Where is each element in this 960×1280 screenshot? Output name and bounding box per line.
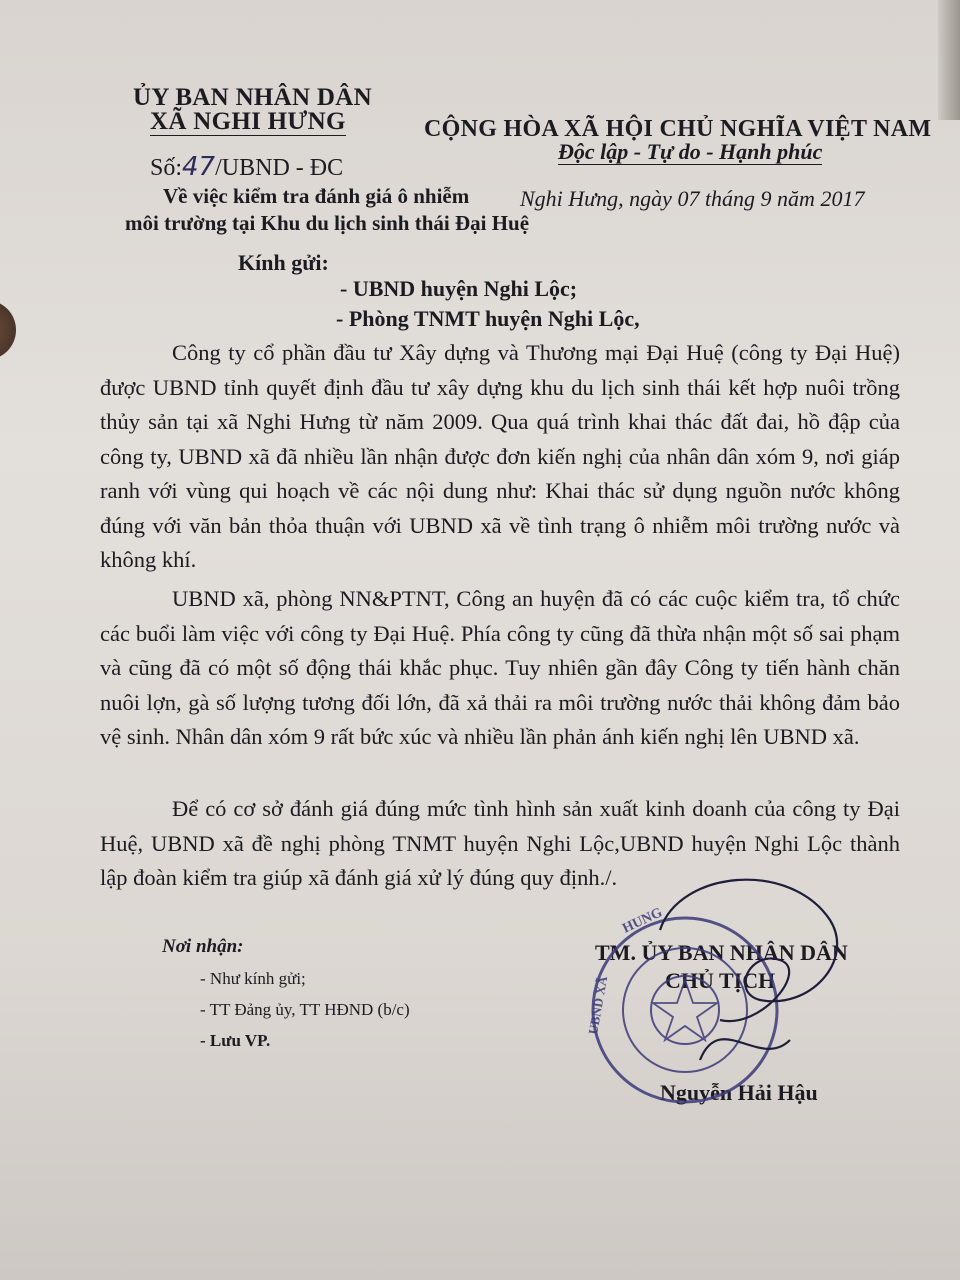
svg-text:HUNG: HUNG — [620, 905, 665, 937]
signature-org: TM. ỦY BAN NHÂN DÂN — [595, 940, 848, 965]
subject-line2: môi trường tại Khu du lịch sinh thái Đại Huệ — [125, 211, 530, 235]
signature-role: CHỦ TỊCH — [665, 968, 776, 993]
svg-text:UBND XÃ: UBND XÃ — [585, 974, 611, 1036]
addressee-1: - UBND huyện Nghi Lộc; — [340, 276, 578, 301]
signature-scribble — [640, 860, 860, 1100]
recipients-list — [200, 963, 410, 1056]
org-name-line2 — [150, 108, 346, 136]
recipient-item: - Như kính gửi; — [200, 969, 306, 988]
body-paragraph-1-text: Công ty cổ phần đầu tư Xây dựng và Thương mại Đại Huệ (công ty Đại Huệ) được UBND tỉnh quyết định đầu tư xây dựng khu du lịch sinh thái kết hợp nuôi trồng thủy sản tại xã Nghi Hưng từ năm 2009. Qua quá trình khai thác đất đai, hồ đập của công ty, UBND xã đã nhiều lần nhận được đơn kiến nghị của nhân dân xóm 9, nơi giáp ranh với vùng qui hoạch về các nội dung như: Khai thác sử dụng nguồn nước không đúng với văn bản thỏa thuận với UBND xã về tình trạng ô nhiễm môi trường nước và không khí. — [100, 340, 900, 572]
signature-name: Nguyễn Hải Hậu — [660, 1080, 818, 1105]
national-motto — [558, 139, 822, 165]
place-date: Nghi Hưng, ngày 07 tháng 9 năm 2017 — [520, 186, 865, 211]
document-number — [150, 152, 343, 182]
doc-number-handwritten: 47 — [182, 152, 216, 182]
recipient-item: - Lưu VP. — [200, 1031, 271, 1050]
doc-number-suffix: /UBND - ĐC — [215, 155, 344, 181]
greeting: Kính gửi: — [238, 250, 329, 275]
body-paragraph-1 — [100, 336, 900, 578]
doc-number-prefix: Số: — [150, 155, 183, 181]
page-edge — [938, 0, 960, 120]
body-paragraph-2-text: UBND xã, phòng NN&PTNT, Công an huyện đã có các cuộc kiểm tra, tổ chức các buổi làm việc với công ty Đại Huệ. Phía công ty cũng đã thừa nhận một số sai phạm và cũng đã có một số động thái khắc phục. Tuy nhiên gần đây Công ty tiến hành chăn nuôi lợn, gà số lượng tương đối lớn, đã xả thải ra môi trường nước thải không đảm bảo vệ sinh. Nhân dân xóm 9 rất bức xúc và nhiều lần phản ánh kiến nghị lên UBND xã. — [100, 586, 900, 749]
addressee-2: - Phòng TNMT huyện Nghi Lộc, — [336, 306, 640, 331]
finger-shadow — [0, 300, 16, 360]
national-title: CỘNG HÒA XÃ HỘI CHỦ NGHĨA VIỆT NAM — [424, 116, 932, 142]
body-paragraph-3-text: Để có cơ sở đánh giá đúng mức tình hình sản xuất kinh doanh của công ty Đại Huệ, UBND xã đề nghị phòng TNMT huyện Nghi Lộc,UBND huyện Nghi Lộc thành lập đoàn kiểm tra giúp xã đánh giá xử lý đúng quy định./. — [100, 796, 900, 890]
org-name-line2-text: XÃ NGHI HƯNG — [150, 108, 346, 135]
subject-line1: Về việc kiểm tra đánh giá ô nhiễm — [163, 184, 470, 208]
body-paragraph-2 — [100, 582, 900, 755]
national-motto-text: Độc lập - Tự do - Hạnh phúc — [558, 139, 823, 164]
recipients-title: Nơi nhận: — [162, 936, 244, 957]
org-name-line1: ỦY BAN NHÂN DÂN — [133, 84, 372, 111]
recipient-item: - TT Đảng ủy, TT HĐND (b/c) — [200, 1000, 410, 1019]
